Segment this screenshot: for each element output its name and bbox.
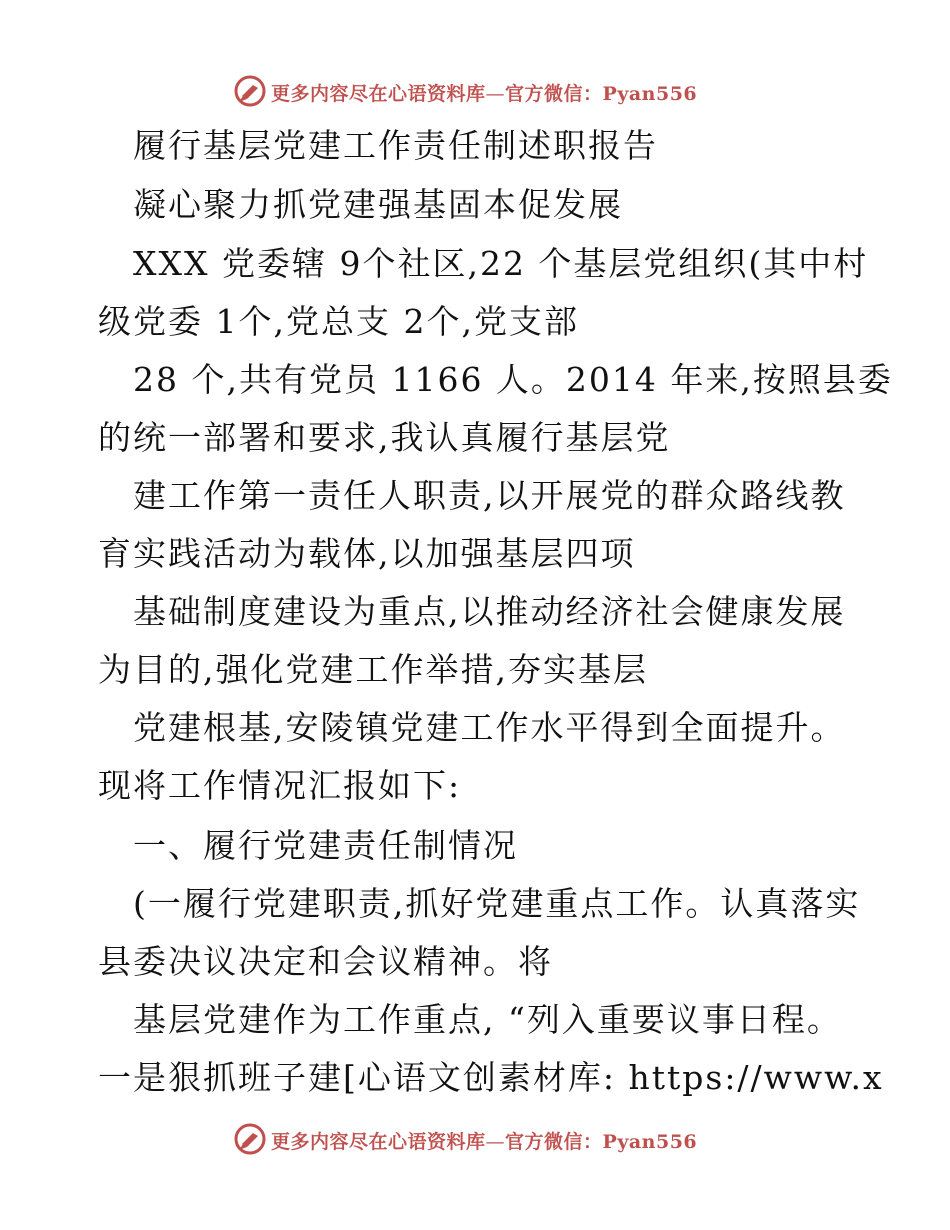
watermark-separator: — bbox=[485, 1131, 506, 1153]
logo-icon bbox=[233, 1122, 267, 1156]
paragraph-line: 28 个,共有党员 1166 人。2014 年来,按照县委 bbox=[133, 360, 893, 399]
paragraph-line: 的统一部署和要求,我认真履行基层党 bbox=[98, 418, 671, 457]
document-title: 履行基层党建工作责任制述职报告 bbox=[133, 126, 658, 165]
watermark-wechat-label: 官方微信： bbox=[505, 1131, 603, 1153]
section-heading: 一、履行党建责任制情况 bbox=[133, 826, 518, 865]
paragraph-line: 基础制度建设为重点,以推动经济社会健康发展 bbox=[133, 592, 846, 631]
watermark-separator: — bbox=[485, 83, 506, 105]
watermark-wechat-label: 官方微信： bbox=[505, 83, 603, 105]
paragraph-line: 一是狠抓班子建[心语文创素材库: https://www.x bbox=[98, 1058, 884, 1097]
watermark-slogan: 更多内容尽在心语资料库 bbox=[271, 83, 486, 105]
paragraph-line: 育实践活动为载体,以加强基层四项 bbox=[98, 534, 636, 573]
watermark-text bbox=[271, 1127, 697, 1154]
paragraph-line: 基层党建作为工作重点, “列入重要议事日程。 bbox=[133, 1000, 842, 1039]
paragraph-line: 为目的,强化党建工作举措,夯实基层 bbox=[98, 650, 648, 689]
paragraph-line: 建工作第一责任人职责,以开展党的群众路线教 bbox=[133, 476, 846, 515]
document-subtitle: 凝心聚力抓党建强基固本促发展 bbox=[133, 185, 623, 224]
paragraph-line: 县委决议决定和会议精神。将 bbox=[98, 942, 553, 981]
paragraph-line: (一履行党建职责,抓好党建重点工作。认真落实 bbox=[133, 884, 861, 923]
paragraph-line: 现将工作情况汇报如下: bbox=[98, 766, 462, 805]
watermark-wechat-id: Pyan556 bbox=[602, 1131, 698, 1153]
footer-watermark bbox=[0, 1120, 950, 1160]
paragraph-line: XXX 党委辖 9个社区,22 个基层党组织(其中村 bbox=[133, 244, 869, 283]
paragraph-line: 级党委 1个,党总支 2个,党支部 bbox=[98, 302, 579, 341]
paragraph-line: 党建根基,安陵镇党建工作水平得到全面提升。 bbox=[133, 708, 846, 747]
watermark-wechat-id: Pyan556 bbox=[602, 83, 698, 105]
watermark-slogan: 更多内容尽在心语资料库 bbox=[271, 1131, 486, 1153]
